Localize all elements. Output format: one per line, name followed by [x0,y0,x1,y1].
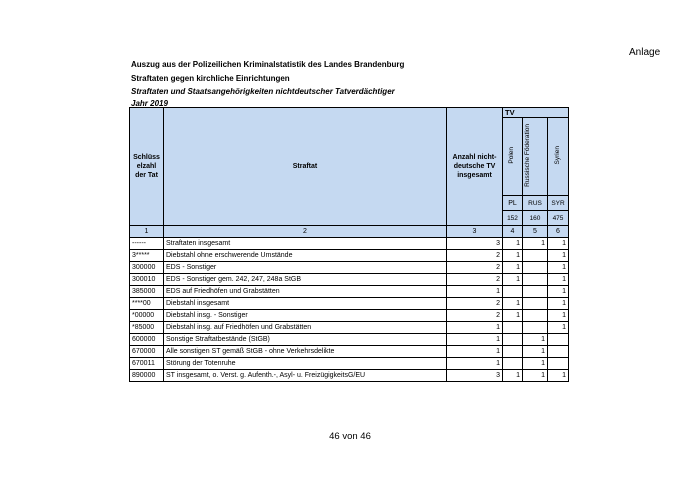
cell-anzahl: 1 [447,286,503,298]
cell-code: 890000 [130,370,164,382]
table-row [130,322,569,334]
header-tv: TV [503,108,569,118]
header-country-number: 152 [503,211,523,226]
cell-pl: 1 [503,250,523,262]
cell-code: 600000 [130,334,164,346]
header-straftat: Straftat [164,108,447,226]
cell-pl: 1 [503,298,523,310]
cell-straftat: Sonstige Straftatbestände (StGB) [164,334,447,346]
table-row [130,334,569,346]
cell-code: 3***** [130,250,164,262]
header-country-name: Polen [503,118,523,196]
column-number: 1 [130,226,164,238]
cell-rus [523,310,548,322]
cell-pl: 1 [503,310,523,322]
cell-straftat: ST insgesamt, o. Verst. g. Aufenth.-, Asyl- u. FreizügigkeitsG/EU [164,370,447,382]
annex-label: Anlage [629,47,661,58]
cell-straftat: EDS - Sonstiger [164,262,447,274]
cell-pl: 1 [503,274,523,286]
cell-rus [523,286,548,298]
table-row [130,358,569,370]
cell-straftat: Straftaten insgesamt [164,238,447,250]
cell-pl [503,358,523,370]
year-label: Jahr 2019 [131,99,168,108]
cell-straftat: Diebstahl insgesamt [164,298,447,310]
header-country-name: Russische Föderation [523,118,548,196]
header-country-name: Syrien [548,118,569,196]
document-subtitle: Straftaten und Staatsangehörigkeiten nichtdeutscher Tatverdächtiger [131,87,395,96]
document-heading: Auszug aus der Polizeilichen Kriminalstatistik des Landes Brandenburg [131,60,405,69]
cell-pl [503,286,523,298]
document-subheading: Straftaten gegen kirchliche Einrichtungen [131,74,290,83]
cell-anzahl: 2 [447,310,503,322]
cell-rus [523,262,548,274]
statistics-table [129,107,569,382]
column-number: 3 [447,226,503,238]
header-country-code: PL [503,196,523,211]
cell-anzahl: 1 [447,346,503,358]
cell-anzahl: 3 [447,370,503,382]
cell-syr: 1 [548,274,569,286]
table-row [130,274,569,286]
header-country-number: 475 [548,211,569,226]
header-country-code: RUS [523,196,548,211]
cell-rus: 1 [523,346,548,358]
cell-anzahl: 2 [447,250,503,262]
cell-rus [523,298,548,310]
cell-rus [523,322,548,334]
table-row [130,238,569,250]
cell-pl: 1 [503,262,523,274]
table-row [130,298,569,310]
cell-straftat: EDS - Sonstiger gem. 242, 247, 248a StGB [164,274,447,286]
cell-syr: 1 [548,298,569,310]
cell-anzahl: 2 [447,298,503,310]
cell-code: ------ [130,238,164,250]
cell-syr: 1 [548,310,569,322]
cell-straftat: Störung der Totenruhe [164,358,447,370]
table-row [130,262,569,274]
header-anzahl: Anzahl nicht-deutsche TV insgesamt [447,108,503,226]
cell-syr [548,358,569,370]
cell-code: *00000 [130,310,164,322]
cell-pl: 1 [503,370,523,382]
cell-straftat: EDS auf Friedhöfen und Grabstätten [164,286,447,298]
cell-straftat: Alle sonstigen ST gemäß StGB - ohne Verkehrsdelikte [164,346,447,358]
cell-anzahl: 2 [447,262,503,274]
cell-code: 670000 [130,346,164,358]
column-number: 4 [503,226,523,238]
page-number: 46 von 46 [329,431,371,442]
cell-rus [523,274,548,286]
cell-syr: 1 [548,370,569,382]
cell-pl [503,322,523,334]
table-row [130,370,569,382]
table-row [130,286,569,298]
cell-anzahl: 1 [447,334,503,346]
cell-code: 300010 [130,274,164,286]
cell-syr [548,334,569,346]
cell-syr: 1 [548,250,569,262]
cell-rus: 1 [523,238,548,250]
column-number: 5 [523,226,548,238]
cell-code: 300000 [130,262,164,274]
cell-pl [503,346,523,358]
cell-anzahl: 1 [447,358,503,370]
cell-rus: 1 [523,358,548,370]
table-row [130,250,569,262]
cell-syr: 1 [548,322,569,334]
cell-anzahl: 3 [447,238,503,250]
table-row [130,310,569,322]
cell-anzahl: 1 [447,322,503,334]
cell-straftat: Diebstahl insg. - Sonstiger [164,310,447,322]
cell-code: *85000 [130,322,164,334]
cell-syr: 1 [548,238,569,250]
cell-pl: 1 [503,238,523,250]
cell-rus: 1 [523,334,548,346]
cell-pl [503,334,523,346]
cell-syr [548,346,569,358]
column-number: 6 [548,226,569,238]
cell-rus [523,250,548,262]
cell-code: 670011 [130,358,164,370]
cell-straftat: Diebstahl ohne erschwerende Umstände [164,250,447,262]
cell-syr: 1 [548,262,569,274]
column-number: 2 [164,226,447,238]
table-row [130,346,569,358]
cell-code: ****00 [130,298,164,310]
cell-straftat: Diebstahl insg. auf Friedhöfen und Grabstätten [164,322,447,334]
cell-rus: 1 [523,370,548,382]
header-country-number: 160 [523,211,548,226]
cell-code: 385000 [130,286,164,298]
header-schluesselzahl: Schlüss elzahl der Tat [130,108,164,226]
cell-anzahl: 2 [447,274,503,286]
cell-syr: 1 [548,286,569,298]
header-country-code: SYR [548,196,569,211]
